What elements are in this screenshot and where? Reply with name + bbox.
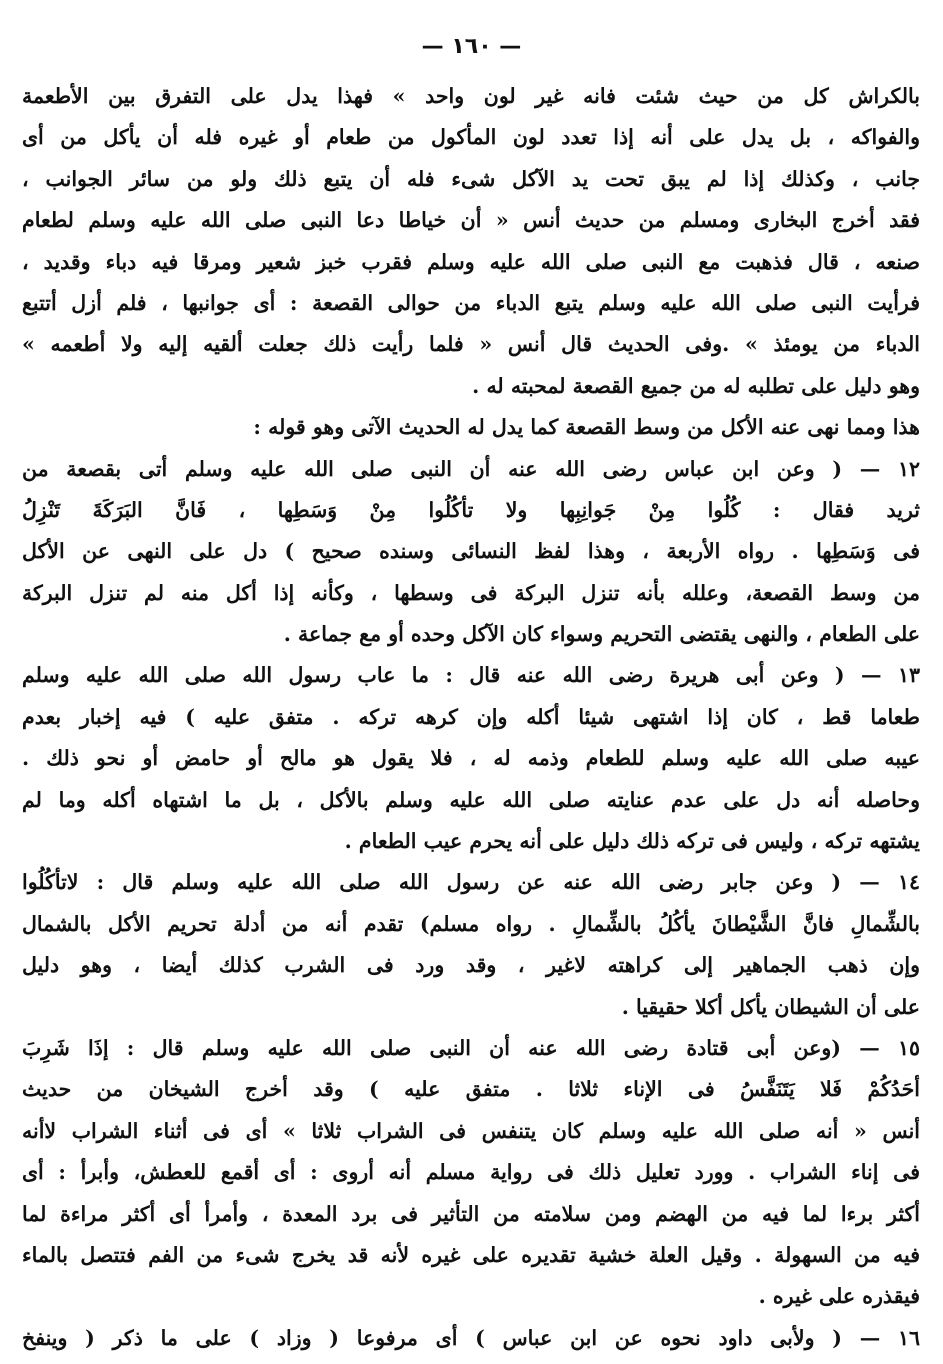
text-line: هذا ومما نهى عنه الأكل من وسط القصعة كما يدل له الحديث الآتى وهو قوله : (253, 415, 920, 440)
text-line: بالشِّمالِ فانَّ الشَّيْطانَ يأكُلُ بالشِّمالِ . رواه مسلم) تقدم أنه من أدلة تحريم الأكل بالشمال (22, 911, 920, 936)
page-number: — ١٦٠ — (421, 34, 522, 59)
text-line: أنس « أنه صلى الله عليه وسلم كان يتنفس فى الشراب ثلاثا » أى فى أثناء الشراب لاأنه (22, 1118, 920, 1143)
text-line: فرأيت النبى صلى الله عليه وسلم يتبع الدباء من حوالى القصعة : أى جوانبها ، فلم أزل أتتبع (22, 290, 920, 315)
text-line: من وسط القصعة، وعلله بأنه تنزل البركة فى وسطها ، وكأنه إذا أكل منه لم تنزل البركة (22, 580, 920, 605)
text-line: أحَدُكُمْ فَلا يَتَنَفَّسُ فى الإناء ثلاثا . متفق عليه ) وقد أخرج الشيخان من حديث (22, 1077, 920, 1102)
text-line: بالكراش كل من حيث شئت فانه غير لون واحد » فهذا يدل على التفرق بين الأطعمة (22, 84, 920, 108)
text-line: على أن الشيطان يأكل أكلا حقيقيا . (621, 994, 920, 1019)
text-line: فى إناء الشراب . وورد تعليل ذلك فى رواية مسلم أنه أروى : أى أقمع للعطش، وأبرأ : أى (22, 1160, 920, 1185)
text-line: ١٦ — ( ولأبى داود نحوه عن ابن عباس ) أى مرفوعا ( وزاد ) على ما ذكر ( وينفخ (22, 1325, 920, 1350)
text-line: يشتهه تركه ، وليس فى تركه ذلك دليل على أنه يحرم عيب الطعام . (344, 829, 920, 854)
text-line: ١٥ — (وعن أبى قتادة رضى الله عنه أن النبى صلى الله عليه وسلم قال : إذَا شَرِبَ (22, 1035, 920, 1060)
text-line: وهو دليل على تطلبه له من جميع القصعة لمحبته له . (472, 373, 920, 398)
text-line: ١٣ — ( وعن أبى هريرة رضى الله عنه قال : ما عاب رسول الله صلى الله عليه وسلم (22, 663, 920, 688)
text-line: الدباء من يومئذ » .وفى الحديث قال أنس « فلما رأيت ذلك جعلت ألقيه إليه ولا أطعمه » (22, 332, 920, 357)
text-line: والفواكه ، بل يدل على أنه إذا تعدد لون المأكول من طعام أو غيره فله أن يأكل من أى (22, 125, 920, 150)
text-line: عيبه صلى الله عليه وسلم للطعام وذمه له ، فلا يقول هو مالح أو حامض أو نحو ذلك . (22, 746, 920, 771)
body-text (22, 76, 920, 1359)
text-line: فقد أخرج البخارى ومسلم من حديث أنس « أن خياطا دعا النبى صلى الله عليه وسلم لطعام (22, 208, 920, 233)
text-line: فيقذره على غيره . (758, 1284, 920, 1309)
text-line: أكثر برءا لما فيه من الهضم ومن سلامته من التأثير فى برد المعدة ، وأمرأ أى أكثر مراءة لما (22, 1201, 920, 1226)
text-line: فيه من السهولة . وقيل العلة خشية تقديره على غيره لأنه قد يخرج شىء من الفم فتتصل بالماء (22, 1242, 920, 1267)
text-line: ١٤ — ( وعن جابر رضى الله عنه عن رسول الله صلى الله عليه وسلم قال : لاتأكُلُوا (22, 870, 920, 895)
text-line: وإن ذهب الجماهير إلى كراهته لاغير ، وقد ورد فى الشرب كذلك أيضا ، وهو دليل (22, 953, 920, 978)
text-line: طعاما قط ، كان إذا اشتهى شيئا أكله وإن كرهه تركه . متفق عليه ) فيه إخبار بعدم (22, 704, 920, 729)
text-line: صنعه ، قال فذهبت مع النبى صلى الله عليه وسلم فقرب خبز شعير ومرقا فيه دباء وقديد ، (22, 249, 920, 274)
text-line: على الطعام ، والنهى يقتضى التحريم وسواء كان الآكل وحده أو مع جماعة . (283, 622, 920, 647)
text-line: فى وَسَطِها . رواه الأربعة ، وهذا لفظ النسائى وسنده صحيح ) دل على النهى عن الأكل (22, 539, 920, 564)
text-line: ثريد فقال : كُلُوا مِنْ جَوانِبِها ولا تأكُلُوا مِنْ وَسَطِها ، فَانَّ البَرَكَةَ تَنْزِلُ (22, 497, 920, 522)
text-line: وحاصله أنه دل على عدم عنايته صلى الله عليه وسلم بالأكل ، بل ما اشتهاه أكله وما لم (22, 787, 920, 812)
text-line: جانب ، وكذلك إذا لم يبق تحت يد الآكل شىء فله أن يتبع ذلك ولو من سائر الجوانب ، (22, 166, 920, 191)
text-line: ١٢ — ( وعن ابن عباس رضى الله عنه أن النبى صلى الله عليه وسلم أتى بقصعة من (22, 456, 920, 481)
